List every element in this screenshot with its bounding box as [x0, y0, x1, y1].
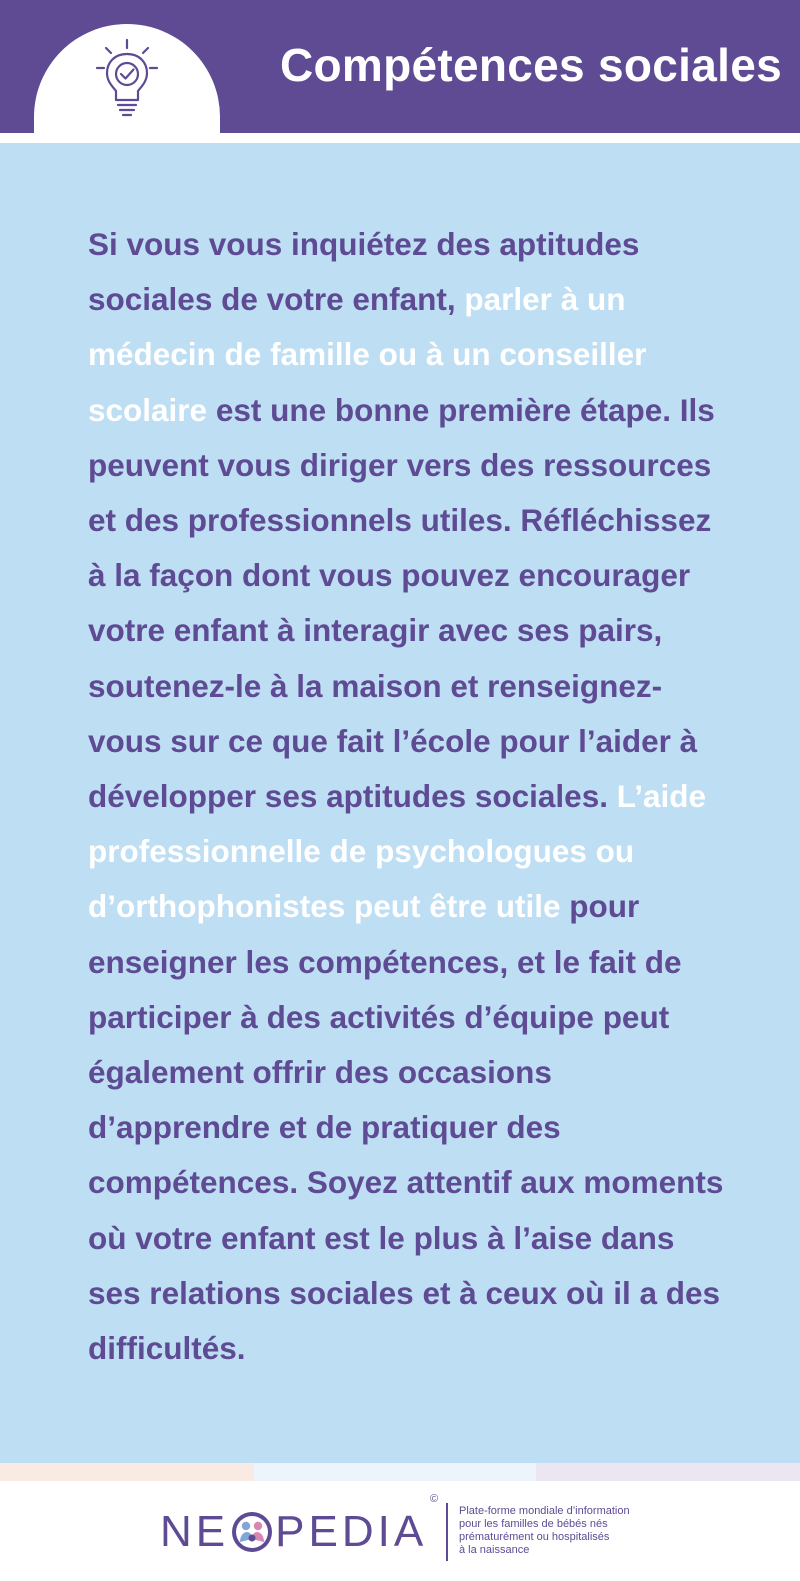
content-panel	[0, 143, 800, 1463]
tagline-line: à la naissance	[459, 1544, 530, 1556]
tagline-line: Plate-forme mondiale d’information	[459, 1505, 630, 1517]
header-bar	[0, 0, 800, 133]
header-divider	[0, 133, 800, 143]
footer-stripe-lilac	[536, 1463, 800, 1481]
icon-badge	[34, 24, 220, 133]
neopedia-logo	[160, 1507, 427, 1557]
tagline	[459, 1505, 659, 1557]
highlighted-text-segment: L’aide professionnelle de psychologues ou d’orthophonistes peut être utile	[88, 778, 707, 925]
logo-text-ne: NE	[160, 1507, 230, 1556]
text-segment: Si vous vous inquiétez des aptitudes sociales de votre enfant,	[88, 226, 640, 318]
footer	[0, 1481, 800, 1581]
tagline-line: prématurément ou hospitalisés	[459, 1531, 610, 1543]
text-segment: est une bonne première étape. Ils peuvent vous diriger vers des ressources et des professionnels utiles. Réfléchissez à la façon dont vous pouvez encourager votre enfant à interagir avec ses pairs, soutenez-le à la maison et renseignez-vous sur ce que fait l’école pour l’aider à développer ses aptitudes sociales.	[88, 391, 715, 815]
footer-stripe-peach	[0, 1463, 254, 1481]
tagline-line: pour les familles de bébés nés	[459, 1518, 608, 1530]
page-title: Compétences sociales	[279, 39, 782, 91]
footer-divider	[446, 1503, 448, 1561]
footer-stripe-blue	[254, 1463, 536, 1481]
logo-text-pedia: PEDIA	[275, 1507, 428, 1556]
highlighted-text-segment: parler à un médecin de famille ou à un conseiller scolaire	[88, 281, 647, 428]
copyright-mark: ©	[430, 1493, 439, 1505]
body-paragraph	[88, 217, 728, 1376]
family-circle-icon	[231, 1511, 273, 1553]
lightbulb-check-icon	[92, 38, 162, 118]
text-segment: pour enseigner les compétences, et le fait de participer à des activités d’équipe peut également offrir des occasions d’apprendre et de pratiquer des compétences. Soyez attentif aux moments où votre enfant est le plus à l’aise dans ses relations sociales et à ceux où il a des difficultés.	[88, 888, 724, 1367]
